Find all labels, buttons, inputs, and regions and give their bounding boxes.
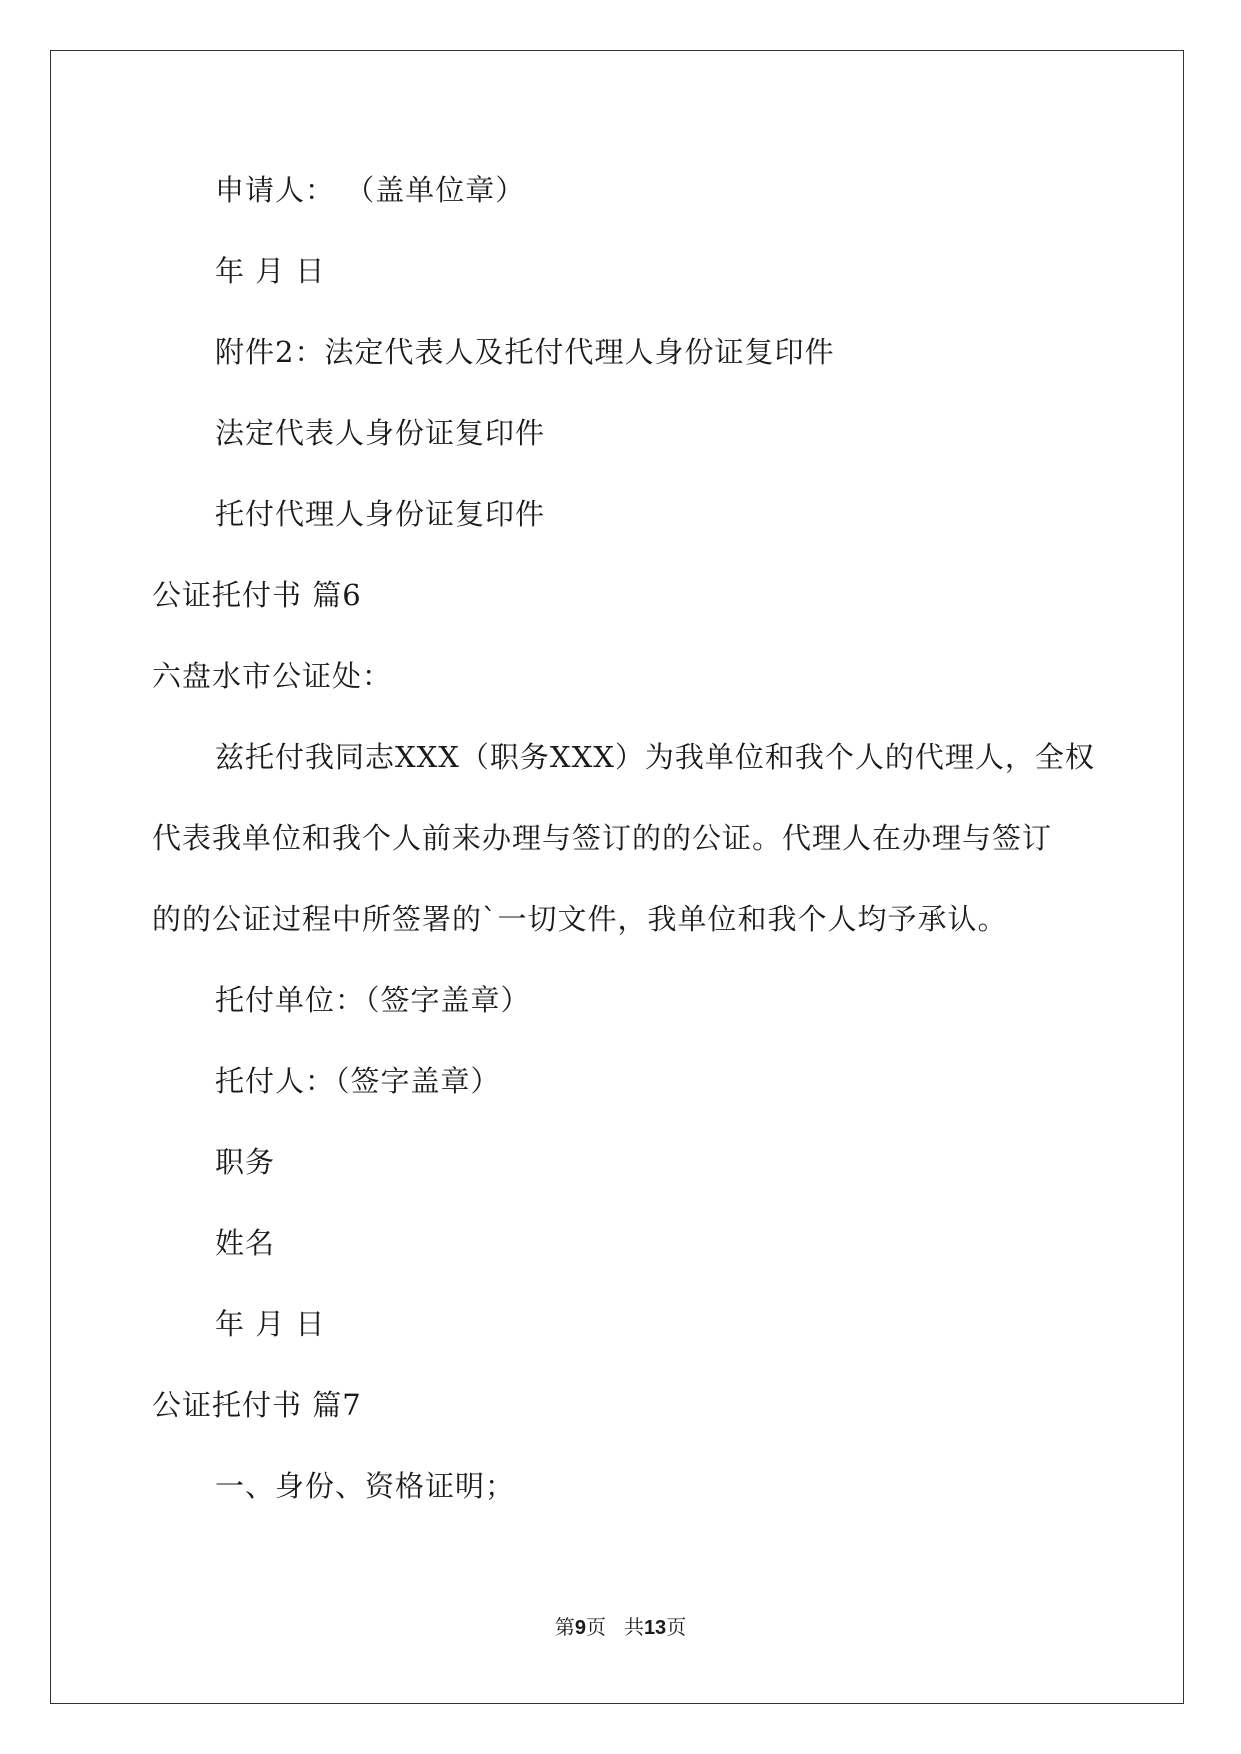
attachment-2-heading: 附件2：法定代表人及托付代理人身份证复印件 [215, 335, 835, 369]
principal-person-signature: 托付人：（签字盖章） [215, 1064, 501, 1098]
footer-total-suffix: 页 [666, 1615, 687, 1639]
applicant-line: 申请人： （盖单位章） [215, 173, 526, 207]
page-border [50, 50, 1184, 1704]
section-heading-6: 公证托付书 篇6 [152, 578, 362, 612]
footer-prefix: 第 [554, 1615, 575, 1639]
list-item-1: 一、身份、资格证明； [215, 1469, 516, 1503]
date-line: 年 月 日 [215, 254, 326, 288]
body-paragraph-line-2: 代表我单位和我个人前来办理与签订的的公证。代理人在办理与签订 [152, 821, 1053, 855]
body-paragraph-line-3: 的的公证过程中所签署的`一切文件，我单位和我个人均予承认。 [152, 902, 1008, 936]
body-paragraph-line-1: 兹托付我同志XXX（职务XXX）为我单位和我个人的代理人，全权 [215, 740, 1095, 774]
name-label: 姓名 [215, 1226, 276, 1260]
current-page-number: 9 [574, 1617, 586, 1639]
agent-id-copy: 托付代理人身份证复印件 [215, 497, 546, 531]
footer-page-word: 页 [585, 1615, 606, 1639]
legal-rep-id-copy: 法定代表人身份证复印件 [215, 416, 546, 450]
position-label: 职务 [215, 1145, 276, 1179]
total-pages-number: 13 [643, 1617, 667, 1639]
page-footer [0, 1613, 1241, 1642]
footer-total-prefix: 共 [623, 1615, 644, 1639]
principal-unit-signature: 托付单位：（签字盖章） [215, 983, 531, 1017]
section-heading-7: 公证托付书 篇7 [152, 1388, 362, 1422]
date-line-2: 年 月 日 [215, 1307, 326, 1341]
addressee: 六盘水市公证处： [152, 659, 393, 693]
